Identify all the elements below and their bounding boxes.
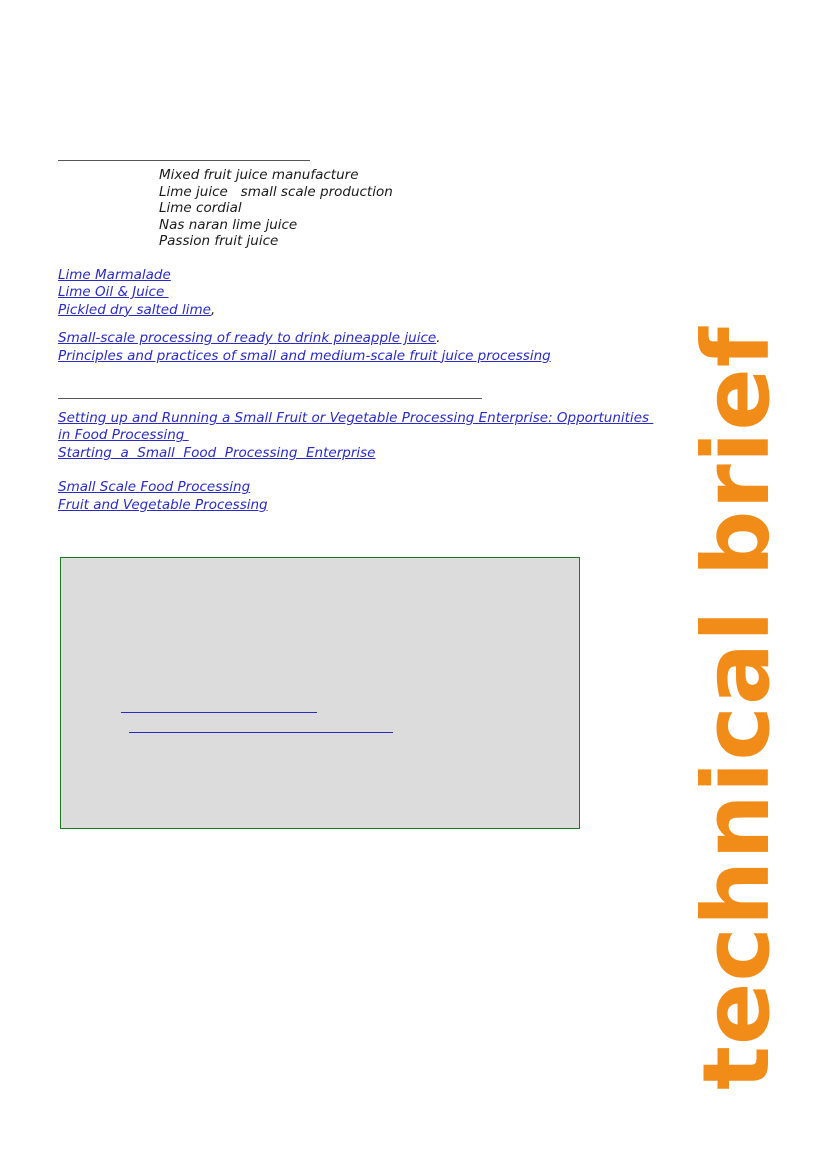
link-pickled-dry-salted-lime-row: [58, 302, 658, 319]
list-item: Nas naran lime juice: [159, 216, 298, 233]
contact-info-box: [60, 557, 580, 829]
link-setting-up-running-small-enterprise[interactable]: Setting up and Running a Small Fruit or Vegetable Processing Enterprise: Opportunities in Food Processing: [58, 410, 654, 444]
link-lime-marmalade[interactable]: Lime Marmalade: [58, 266, 171, 283]
spacer: [58, 462, 658, 479]
content-column: [58, 160, 658, 514]
link-trailing-punctuation: ,: [210, 301, 216, 318]
link-group-two: [58, 330, 658, 365]
horizontal-rule-top: [58, 160, 310, 161]
link-group-four: [58, 479, 658, 514]
list-item: Lime juice small scale production: [159, 183, 393, 200]
list-item: Passion fruit juice: [159, 233, 279, 250]
link-lime-oil-and-juice[interactable]: Lime Oil & Juice: [58, 284, 169, 301]
publication-item-list: [159, 167, 658, 250]
link-trailing-punctuation: .: [436, 330, 441, 347]
link-starting-a-small-food-processing-enterprise[interactable]: Starting a Small Food Processing Enterprise: [58, 444, 376, 461]
link-fruit-and-vegetable-processing[interactable]: Fruit and Vegetable Processing: [58, 496, 268, 513]
link-small-scale-processing-pineapple-juice[interactable]: Small-scale processing of ready to drink pineapple juice: [58, 330, 437, 347]
spacer: [58, 250, 658, 267]
link-group-one: [58, 267, 658, 319]
link-pickled-dry-salted-lime[interactable]: Pickled dry salted lime: [58, 301, 211, 318]
box-link-primary[interactable]: [121, 698, 317, 713]
box-link-secondary[interactable]: [129, 718, 393, 733]
link-group-three: [58, 410, 658, 462]
spacer: [58, 365, 658, 398]
link-ready-to-drink-pineapple-row: [58, 330, 658, 347]
page-side-title: technical brief: [683, 326, 790, 1090]
list-item: Mixed fruit juice manufacture: [159, 167, 359, 183]
spacer: [58, 319, 658, 330]
link-principles-and-practices-juice-processing[interactable]: Principles and practices of small and medium-scale fruit juice processing: [58, 347, 551, 364]
link-small-scale-food-processing[interactable]: Small Scale Food Processing: [58, 479, 251, 496]
spacer: [58, 399, 658, 410]
list-item: Lime cordial: [159, 200, 242, 217]
